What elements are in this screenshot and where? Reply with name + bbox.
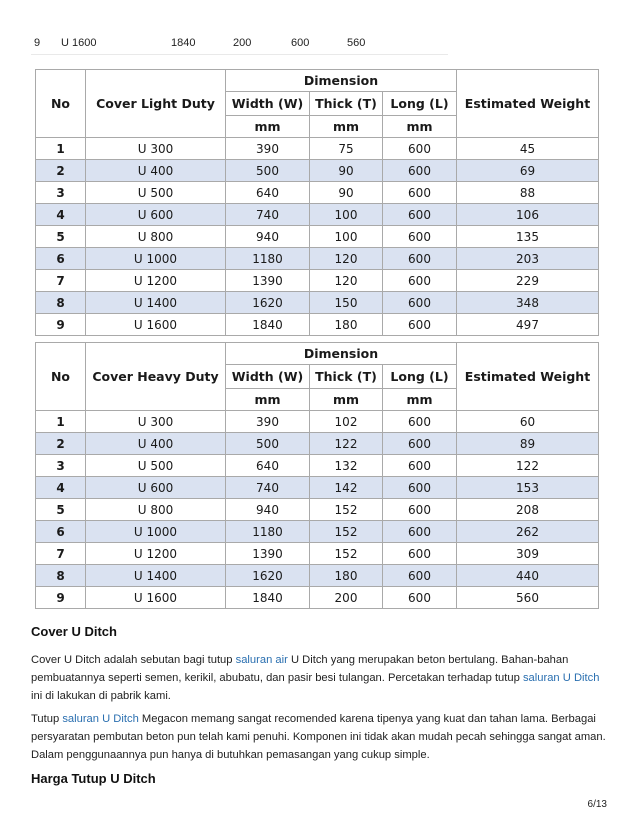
cell-thick: 200 <box>233 37 252 49</box>
cell-long: 600 <box>383 182 457 204</box>
cell-weight: 208 <box>457 499 599 521</box>
header-cover: Cover Heavy Duty <box>86 343 226 411</box>
cell-weight: 560 <box>347 37 366 49</box>
paragraph-text: Megacon memang sangat recomended karena tipenya yang kuat dan tahan lama. Berbagai persyaratan pembutan beton pun telah kami penuhi. Komponen ini tidak akan mudah pecah sehingga sangat aman. Dalam penggunaannya pun hanya di butuhkan pemasangan yang cukup simple. <box>31 713 606 761</box>
cell-cover: U 800 <box>86 499 226 521</box>
cell-long: 600 <box>383 565 457 587</box>
cell-thick: 152 <box>310 521 383 543</box>
cell-no: 7 <box>36 270 86 292</box>
header-width: Width (W) <box>226 92 310 116</box>
table-row <box>36 248 599 270</box>
cell-no: 6 <box>36 521 86 543</box>
cell-weight: 229 <box>457 270 599 292</box>
cell-no: 8 <box>36 292 86 314</box>
cell-thick: 120 <box>310 248 383 270</box>
cell-width: 740 <box>226 477 310 499</box>
cell-width: 1840 <box>171 37 196 49</box>
cell-thick: 150 <box>310 292 383 314</box>
table-row <box>36 270 599 292</box>
table-row <box>36 292 599 314</box>
cell-cover: U 1600 <box>86 587 226 609</box>
section-heading: Cover U Ditch <box>31 624 117 639</box>
cell-width: 390 <box>226 138 310 160</box>
cell-no: 1 <box>36 138 86 160</box>
header-weight: Estimated Weight <box>457 343 599 411</box>
heavy-duty-table <box>35 342 599 609</box>
cell-cover: U 500 <box>86 182 226 204</box>
cell-no: 3 <box>36 182 86 204</box>
cell-cover: U 500 <box>86 455 226 477</box>
table-row <box>36 521 599 543</box>
cell-thick: 102 <box>310 411 383 433</box>
cell-long: 600 <box>383 587 457 609</box>
cell-width: 390 <box>226 411 310 433</box>
cell-cover: U 1600 <box>86 314 226 336</box>
cell-weight: 560 <box>457 587 599 609</box>
paragraph-text: ini di lakukan di pabrik kami. <box>31 690 171 702</box>
cell-thick: 142 <box>310 477 383 499</box>
link-saluran-u-ditch[interactable]: saluran U Ditch <box>522 672 600 684</box>
header-weight: Estimated Weight <box>457 70 599 138</box>
cell-cover: U 1600 <box>61 37 97 49</box>
cell-long: 600 <box>383 270 457 292</box>
cell-long: 600 <box>383 226 457 248</box>
cell-width: 1840 <box>226 314 310 336</box>
cell-no: 5 <box>36 226 86 248</box>
cell-long: 600 <box>383 292 457 314</box>
cell-width: 1180 <box>226 248 310 270</box>
cell-width: 740 <box>226 204 310 226</box>
cell-long: 600 <box>383 248 457 270</box>
header-long: Long (L) <box>383 92 457 116</box>
header-unit: mm <box>383 389 457 411</box>
cell-thick: 132 <box>310 455 383 477</box>
cell-thick: 122 <box>310 433 383 455</box>
cell-no: 6 <box>36 248 86 270</box>
cell-no: 1 <box>36 411 86 433</box>
cell-thick: 90 <box>310 182 383 204</box>
cell-width: 1390 <box>226 270 310 292</box>
cell-long: 600 <box>383 314 457 336</box>
cell-thick: 120 <box>310 270 383 292</box>
cell-weight: 497 <box>457 314 599 336</box>
cell-thick: 152 <box>310 499 383 521</box>
top-table-row <box>31 28 448 55</box>
cell-no: 2 <box>36 160 86 182</box>
header-unit: mm <box>310 116 383 138</box>
header-thick: Thick (T) <box>310 365 383 389</box>
cell-no: 7 <box>36 543 86 565</box>
header-no: No <box>36 343 86 411</box>
cell-cover: U 300 <box>86 411 226 433</box>
cell-width: 500 <box>226 433 310 455</box>
paragraph-intro <box>31 651 606 705</box>
table-row <box>36 455 599 477</box>
cell-thick: 180 <box>310 314 383 336</box>
cell-long: 600 <box>383 160 457 182</box>
cell-width: 640 <box>226 455 310 477</box>
cell-long: 600 <box>383 455 457 477</box>
cell-no: 2 <box>36 433 86 455</box>
table-row <box>36 226 599 248</box>
table-row <box>36 411 599 433</box>
cell-width: 1840 <box>226 587 310 609</box>
cell-cover: U 800 <box>86 226 226 248</box>
cell-cover: U 1000 <box>86 521 226 543</box>
cell-no: 4 <box>36 477 86 499</box>
cell-weight: 89 <box>457 433 599 455</box>
cell-width: 1180 <box>226 521 310 543</box>
cell-cover: U 400 <box>86 433 226 455</box>
table-row <box>36 433 599 455</box>
cell-no: 5 <box>36 499 86 521</box>
cell-weight: 262 <box>457 521 599 543</box>
cell-weight: 69 <box>457 160 599 182</box>
cell-cover: U 1400 <box>86 292 226 314</box>
cell-long: 600 <box>291 37 310 49</box>
header-dimension: Dimension <box>226 70 457 92</box>
cell-weight: 203 <box>457 248 599 270</box>
table-row <box>36 587 599 609</box>
cell-no: 9 <box>34 37 41 49</box>
cell-weight: 60 <box>457 411 599 433</box>
cell-weight: 106 <box>457 204 599 226</box>
cell-width: 1620 <box>226 292 310 314</box>
cell-weight: 348 <box>457 292 599 314</box>
cell-no: 3 <box>36 455 86 477</box>
header-unit: mm <box>226 389 310 411</box>
header-dimension: Dimension <box>226 343 457 365</box>
table-row <box>36 182 599 204</box>
cell-cover: U 400 <box>86 160 226 182</box>
table-row <box>36 477 599 499</box>
header-unit: mm <box>226 116 310 138</box>
cell-cover: U 1400 <box>86 565 226 587</box>
cell-thick: 90 <box>310 160 383 182</box>
cell-long: 600 <box>383 433 457 455</box>
cell-long: 600 <box>383 138 457 160</box>
cell-no: 9 <box>36 587 86 609</box>
cell-weight: 309 <box>457 543 599 565</box>
paragraph-recommend <box>31 710 606 764</box>
cell-thick: 200 <box>310 587 383 609</box>
table-row <box>36 160 599 182</box>
header-width: Width (W) <box>226 365 310 389</box>
table-row <box>36 565 599 587</box>
cell-thick: 152 <box>310 543 383 565</box>
cell-long: 600 <box>383 499 457 521</box>
cell-long: 600 <box>383 521 457 543</box>
header-unit: mm <box>383 116 457 138</box>
section-heading: Harga Tutup U Ditch <box>31 771 156 786</box>
cell-width: 500 <box>226 160 310 182</box>
paragraph-text: Tutup <box>31 713 63 725</box>
table-row <box>36 499 599 521</box>
cell-weight: 440 <box>457 565 599 587</box>
cell-long: 600 <box>383 477 457 499</box>
cell-width: 1390 <box>226 543 310 565</box>
paragraph-text: U Ditch yang merupakan beton bertulang. Bahan-bahan pembuatannya seperti semen, kerikil, abubatu, dan pasir besi tulangan. Percetakan terhadap tutup <box>31 654 569 684</box>
table-row <box>36 314 599 336</box>
cell-weight: 153 <box>457 477 599 499</box>
table-row <box>36 543 599 565</box>
cell-width: 1620 <box>226 565 310 587</box>
cell-no: 4 <box>36 204 86 226</box>
cell-thick: 180 <box>310 565 383 587</box>
page-number: 6/13 <box>587 799 607 810</box>
header-cover: Cover Light Duty <box>86 70 226 138</box>
link-saluran-u-ditch[interactable]: saluran U Ditch <box>62 713 139 725</box>
cell-long: 600 <box>383 543 457 565</box>
cell-no: 8 <box>36 565 86 587</box>
cell-long: 600 <box>383 411 457 433</box>
table-row <box>36 138 599 160</box>
paragraph-text: Cover U Ditch adalah sebutan bagi tutup <box>31 654 236 666</box>
cell-cover: U 1000 <box>86 248 226 270</box>
cell-width: 940 <box>226 226 310 248</box>
light-duty-table <box>35 69 599 336</box>
header-thick: Thick (T) <box>310 92 383 116</box>
cell-weight: 45 <box>457 138 599 160</box>
cell-long: 600 <box>383 204 457 226</box>
cell-no: 9 <box>36 314 86 336</box>
cell-cover: U 300 <box>86 138 226 160</box>
cell-cover: U 600 <box>86 477 226 499</box>
cell-cover: U 600 <box>86 204 226 226</box>
cell-cover: U 1200 <box>86 270 226 292</box>
cell-weight: 122 <box>457 455 599 477</box>
header-no: No <box>36 70 86 138</box>
header-unit: mm <box>310 389 383 411</box>
cell-thick: 75 <box>310 138 383 160</box>
cell-width: 640 <box>226 182 310 204</box>
link-saluran-air[interactable]: saluran air <box>235 654 288 666</box>
table-row <box>36 204 599 226</box>
cell-thick: 100 <box>310 226 383 248</box>
header-long: Long (L) <box>383 365 457 389</box>
cell-weight: 135 <box>457 226 599 248</box>
cell-weight: 88 <box>457 182 599 204</box>
cell-width: 940 <box>226 499 310 521</box>
cell-thick: 100 <box>310 204 383 226</box>
cell-cover: U 1200 <box>86 543 226 565</box>
